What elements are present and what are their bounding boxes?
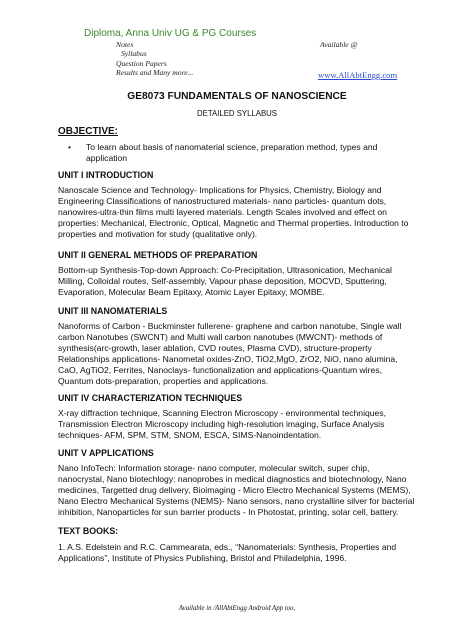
- unit-1-body: [58, 185, 418, 240]
- unit-1-line: properties and motivation for study (qualitative only).: [58, 229, 258, 240]
- unit-3-heading: UNIT III NANOMATERIALS: [58, 306, 168, 316]
- watermark-link[interactable]: Notes: [116, 40, 134, 49]
- bullet-icon: •: [68, 142, 72, 152]
- unit-1-heading: UNIT I INTRODUCTION: [58, 170, 154, 180]
- watermark-url[interactable]: www.AllAbtEngg.com: [318, 70, 398, 80]
- unit-4-body: [58, 408, 418, 441]
- unit-1-line: properties: Mechanical, Electronic, Optical, Magnetic and Thermal properties. Introduction to: [58, 218, 409, 229]
- textbook-line: Applications”, Institute of Physics Publishing, Bristol and Philadelphia, 1996.: [58, 553, 347, 564]
- unit-3-line: Quantum dots-preparation, properties and applications.: [58, 376, 269, 387]
- unit-5-heading: UNIT V APPLICATIONS: [58, 448, 154, 458]
- unit-5-line: Nano InfoTech: Information storage- nano computer, molecular switch, super chip,: [58, 463, 370, 473]
- watermark-link[interactable]: Question Papers: [116, 58, 167, 68]
- unit-3-line: Relationships applications- Nanometal oxides-ZnO, TiO2,MgO, ZrO2, NiO, nano alumina,: [58, 354, 398, 365]
- textbooks-heading: TEXT BOOKS:: [58, 526, 119, 536]
- unit-5-line: nanocrystal, Nano biotechlogy: nanoprobes in medical diagnostics and biotechnology, Nano: [58, 474, 407, 485]
- objective-bullet: [68, 142, 418, 166]
- unit-2-line: Evaporation, Molecular Beam Epitaxy, Atomic Layer Epitaxy, MOMBE.: [58, 287, 325, 298]
- objective-heading: OBJECTIVE:: [58, 126, 119, 137]
- unit-5-line: Nano Electro Mechanical Systems (NEMS)- Nano sensors, nano crystalline silver for bacterial: [58, 496, 415, 507]
- document-title: GE8073 FUNDAMENTALS OF NANOSCIENCE: [127, 91, 347, 102]
- unit-5-line: inhibition, Nanoparticles for sun barrier products - In Photostat, printing, solar cell, battery.: [58, 507, 399, 518]
- unit-4-line: Transmission Electron Microscopy including high-resolution imaging, Surface Analysis: [58, 419, 385, 430]
- unit-4-line: techniques- AFM, SPM, STM, SNOM, ESCA, SIMS-Nanoindentation.: [58, 430, 322, 441]
- watermark-available: Available @: [320, 40, 358, 49]
- unit-3-body: [58, 321, 418, 388]
- watermark-link[interactable]: Syllabus: [121, 49, 147, 59]
- unit-1-line: Engineering Classifications of nanostructured materials- nano particles- quantum dots,: [58, 196, 387, 207]
- document-subtitle: DETAILED SYLLABUS: [196, 109, 278, 118]
- unit-3-line: Nanoforms of Carbon - Buckminster fullerene- graphene and carbon nanotube, Single wall: [58, 321, 402, 331]
- unit-3-line: carbon Nanotubes (SWCNT) and Multi wall carbon nanotubes (MWCNT)- methods of: [58, 332, 383, 343]
- unit-4-heading: UNIT IV CHARACTERIZATION TECHNIQUES: [58, 393, 243, 403]
- objective-text: To learn about basis of nanomaterial science, preparation method, types and application: [86, 142, 378, 163]
- unit-2-line: Milling, Colloidal routes, Self-assembly, Vapour phase deposition, MOCVD, Sputtering,: [58, 276, 387, 287]
- watermark-header: Diploma, Anna Univ UG & PG Courses: [84, 28, 257, 39]
- unit-5-body: [58, 463, 418, 518]
- unit-4-line: X-ray diffraction technique, Scanning Electron Microscopy - environmental techniques,: [58, 408, 387, 418]
- unit-2-body: [58, 265, 418, 298]
- unit-2-heading: UNIT II GENERAL METHODS OF PREPARATION: [58, 250, 258, 260]
- textbooks-body: [58, 542, 418, 564]
- unit-3-line: synthesis(arc-growth, laser ablation, CVD routes, Plasma CVD), structure-property: [58, 343, 372, 354]
- watermark-links: [116, 40, 193, 78]
- unit-2-line: Bottom-up Synthesis-Top-down Approach: Co-Precipitation, Ultrasonication, Mechanical: [58, 265, 392, 275]
- watermark-link[interactable]: Results and Many more...: [116, 68, 194, 78]
- unit-3-line: CaO, AgTiO2, Ferrites, Nanoclays- functionalization and applications-Quantum wires,: [58, 365, 383, 376]
- unit-1-line: nanowires-ultra-thin films multi layered materials. Length Scales involved and effect on: [58, 207, 387, 218]
- textbook-line: 1. A.S. Edelstein and R.C. Cammearata, eds., “Nanomaterials: Synthesis, Properties and: [58, 542, 397, 552]
- unit-5-line: medicines, Targetted drug delivery, Bioimaging - Micro Electro Mechanical Systems (MEMS),: [58, 485, 411, 496]
- watermark-footer: Available in /AllAbtEngg Android App too,: [178, 605, 296, 612]
- unit-1-line: Nanoscale Science and Technology- Implications for Physics, Chemistry, Biology and: [58, 185, 382, 195]
